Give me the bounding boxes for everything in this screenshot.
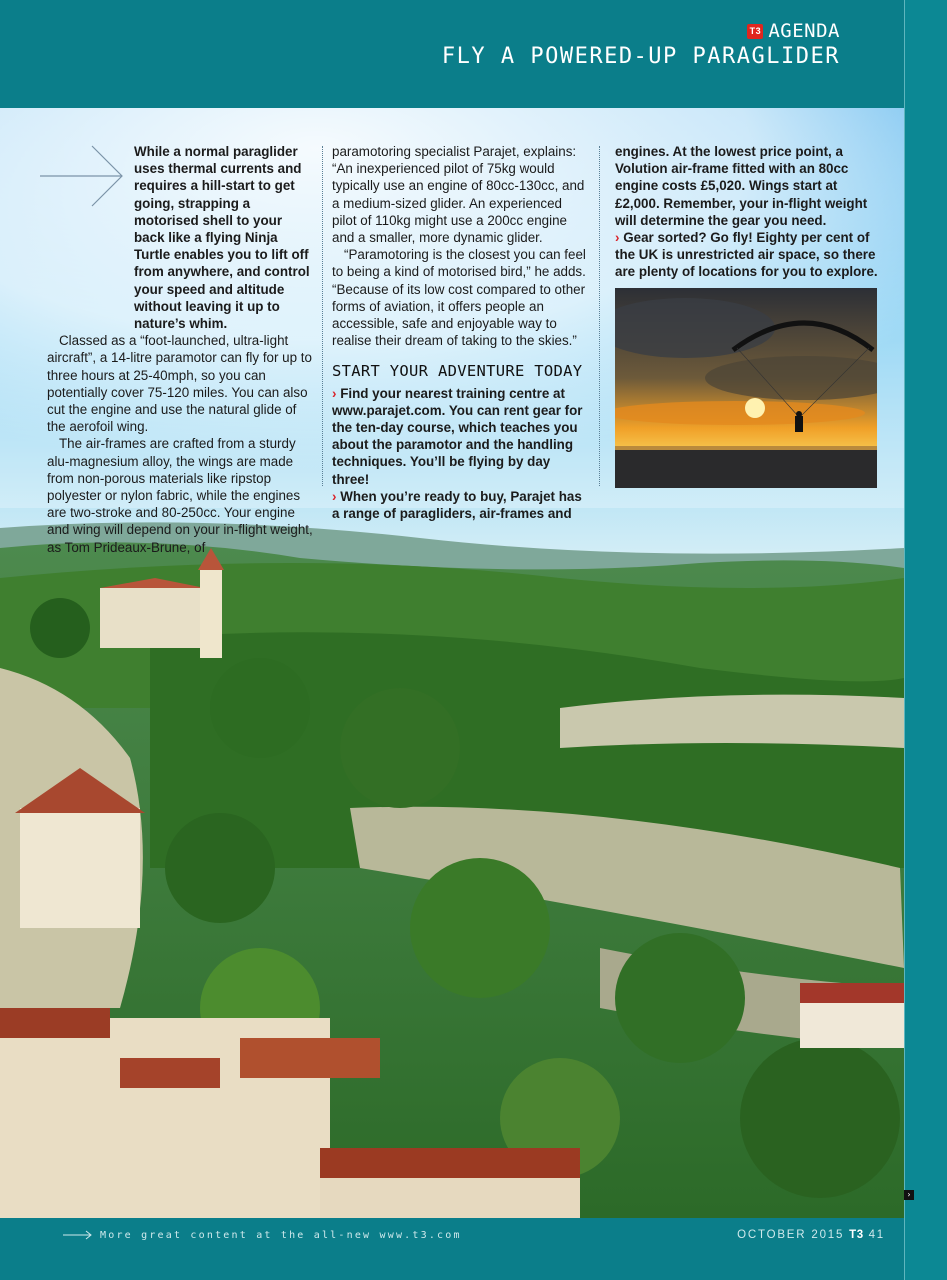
chevron-right-icon: › <box>332 488 337 504</box>
column-divider <box>599 146 600 486</box>
tip-item <box>332 488 586 522</box>
tip-text: Gear sorted? Go fly! Eighty per cent of the UK is unrestricted air space, so there are plenty of locations for you to explore. <box>615 230 878 280</box>
footer-folio <box>737 1229 885 1241</box>
subheading: START YOUR ADVENTURE TODAY <box>332 362 583 381</box>
chevron-right-icon: › <box>615 230 620 246</box>
article-title: FLY A POWERED-UP PARAGLIDER <box>441 44 840 69</box>
t3-logo-icon: T3 <box>747 24 763 39</box>
magazine-name: T3 <box>849 1229 864 1241</box>
article-column-2 <box>332 143 586 522</box>
next-page-icon: › <box>904 1190 914 1200</box>
footer-bar <box>0 1218 904 1280</box>
tip-item <box>332 385 586 488</box>
chevron-right-icon: › <box>332 385 337 401</box>
section-label <box>747 20 840 42</box>
tip-continuation: engines. At the lowest price point, a Volution air-frame fitted with an 80cc engine costs £5,020. Wings start at £2,000. Remember, your in-flight weight will determine the gear you need. <box>615 144 868 228</box>
body-paragraph: “Paramotoring is the closest you can feel to being a kind of motorised bird,” he adds. “Because of its low cost compared to other forms of aviation, it offers people an accessible, safe and enjoyable way to realise their dream of taking to the skies.” <box>332 247 586 349</box>
body-paragraph: The air-frames are crafted from a sturdy alu-magnesium alloy, the wings are made from non-porous materials like ripstop polyester or nylon fabric, while the engines are two-stroke and 80-250cc. Your engine and wing will depend on your in-flight weight, as Tom Prideaux-Brune, of <box>47 436 313 555</box>
column-divider <box>322 146 323 486</box>
tip-text: When you’re ready to buy, Parajet has a range of paragliders, air-frames and <box>332 488 582 522</box>
page-number: 41 <box>868 1229 885 1241</box>
section-name: AGENDA <box>768 20 840 42</box>
article-column-3 <box>615 143 880 281</box>
header-bar <box>0 0 904 108</box>
issue-date: OCTOBER 2015 <box>737 1229 845 1241</box>
tip-item <box>615 229 880 281</box>
page-edge-strip <box>904 0 947 1280</box>
footer-promo-link[interactable]: More great content at the all-new www.t3.com <box>100 1230 462 1241</box>
body-paragraph: paramotoring specialist Parajet, explains: “An inexperienced pilot of 75kg would typically use an engine of 80cc-130cc, and a medium-sized glider. An experienced pilot of 110kg might use a 200cc engine and a smaller, more dynamic glider. <box>332 144 585 246</box>
tip-text: Find your nearest training centre at www.parajet.com. You can rent gear for the ten-day course, which teaches you about the paramotor and the handling techniques. You’ll be flying by day three! <box>332 385 583 487</box>
body-paragraph: Classed as a “foot-launched, ultra-light aircraft”, a 14-litre paramotor can fly for up to three hours at 25-40mph, so you can potentially cover 75-120 miles. You can also cut the engine and use the natural glide of the aerofoil wing. <box>47 333 312 435</box>
paraglider-sunset-photo <box>615 288 877 488</box>
article-column-1 <box>47 143 313 556</box>
intro-paragraph: While a normal paraglider uses thermal currents and requires a hill-start to get going, strapping a motorised shell to your back like a flying Ninja Turtle enables you to lift off from anywhere, and control your speed and altitude without leaving it up to nature’s whim. <box>134 144 310 332</box>
footer-arrow-icon <box>63 1230 93 1240</box>
